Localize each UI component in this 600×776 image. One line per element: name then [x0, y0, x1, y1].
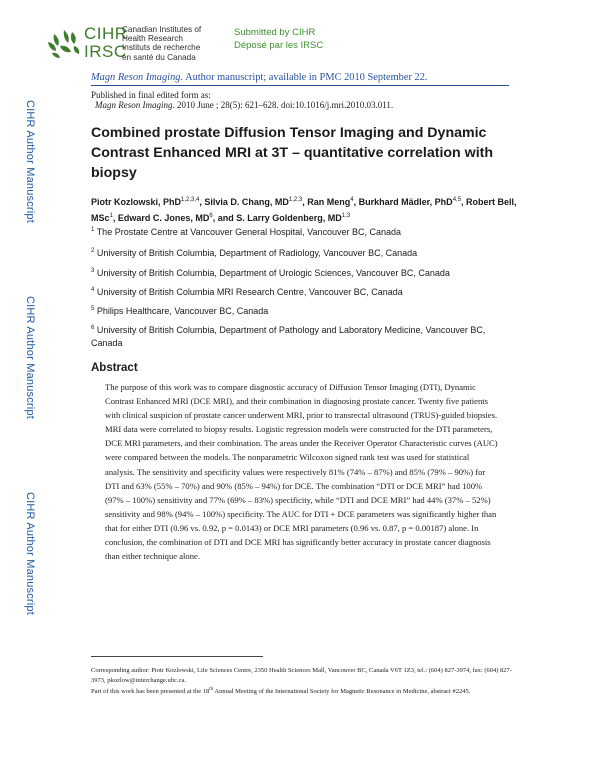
affiliation-text: Philips Healthcare, Vancouver BC, Canada — [96, 306, 269, 316]
author — [359, 197, 466, 207]
affiliation-text: University of British Columbia, Department of Radiology, Vancouver BC, Canada — [96, 248, 418, 258]
affiliation-number: 3 — [91, 268, 95, 274]
presentation-note-pre: Part of this work has been presented at the 18 — [91, 688, 210, 696]
citation — [95, 100, 393, 110]
author-name: Burkhard Mädler, PhD — [358, 197, 453, 207]
affiliation — [91, 322, 511, 350]
author-name: Silvia D. Chang, MD — [204, 197, 289, 207]
manuscript-status-text: . Author manuscript; available in PMC 2010 September 22. — [180, 72, 428, 83]
author-name: Robert Bell, MSc — [91, 197, 517, 223]
submitted-en: Submitted by CIHR — [234, 27, 316, 38]
logo-en-line-2: Health Research — [122, 34, 183, 44]
affiliation-number: 5 — [91, 306, 95, 312]
header-divider — [91, 85, 509, 86]
affiliation-number: 4 — [91, 287, 95, 293]
citation-details: . 2010 June ; 28(5): 621–628. doi:10.1016/j.mri.2010.03.011. — [172, 100, 394, 110]
affiliation — [91, 303, 511, 318]
submitted-by — [234, 27, 323, 52]
affiliation-text: University of British Columbia MRI Research Centre, Vancouver BC, Canada — [96, 287, 403, 297]
author-list — [91, 194, 521, 225]
submitted-fr: Déposé par les IRSC — [234, 39, 324, 51]
author-separator: , — [112, 212, 118, 223]
author-separator: , — [302, 197, 308, 207]
author-affiliation-ref: 4,5 — [452, 197, 462, 203]
footnote-divider — [91, 656, 263, 657]
journal-name-link[interactable]: Magn Reson Imaging — [91, 72, 181, 83]
affiliation-text: University of British Columbia, Department of Pathology and Laboratory Medicine, Vancouver BC, Canada — [91, 325, 486, 348]
logo-acronym-fr: IRSC — [84, 42, 127, 61]
author-separator: , and — [212, 212, 237, 223]
side-label-author-manuscript: CIHR Author Manuscript — [24, 296, 36, 419]
presentation-note-ordinal: th — [209, 687, 214, 692]
affiliation — [91, 284, 511, 299]
logo-en-line-1: Canadian Institutes of — [122, 25, 202, 34]
author — [307, 197, 358, 207]
presentation-note — [91, 685, 516, 697]
logo-fr-line-1: Instituts de recherche — [122, 43, 201, 53]
author-name: Ran Meng — [307, 197, 351, 207]
author-name: S. Larry Goldenberg, MD — [236, 212, 342, 223]
side-label-author-manuscript: CIHR Author Manuscript — [24, 492, 36, 615]
corresponding-author-note: Corresponding author: Piotr Kozlowski, Life Sciences Centre, 2350 Health Sciences Mall, Vancouver BC, Canada V6T 1Z3, tel.: (604) 827-3974, fax: (604) 827-3973, pkozlow@interchange.ubc.ca. — [91, 667, 512, 684]
abstract-heading: Abstract — [91, 362, 138, 374]
logo-acronym-en: CIHR — [84, 24, 128, 43]
author-name: Edward C. Jones, MD — [117, 212, 210, 223]
logo-institute-names — [122, 25, 201, 62]
citation-journal: Magn Reson Imaging — [95, 100, 173, 110]
cihr-leaf-logo-icon — [44, 26, 82, 60]
author-separator: , — [353, 197, 359, 207]
affiliation-number: 2 — [91, 248, 95, 254]
author — [118, 213, 236, 223]
abstract-body: The purpose of this work was to compare diagnostic accuracy of Diffusion Tensor Imaging (DTI), Dynamic Contrast Enhanced MRI (DCE MRI), and their combination in diagnosing prostate cancer. Twenty five patients with clinical suspicion of prostate cancer underwent MRI, prior to transrectal ultrasound (TRUS)-guided biopsies. MRI data were correlated to biopsy results. Logistic regression models were constructed for the DTI parameters, DCE MRI parameters, and their combination. The areas under the Receiver Operator Characteristic curves (AUC) were compared between the models. The nonparametric Wilcoxon signed rank test was used for statistical analysis. The sensitivity and specificity values were respectively 81% (74% – 87%) and 85% (79% – 90%) for DTI and 63% (55% – 70%) and 90% (85% – 94%) for DCE. The combination “DTI or DCE MRI” had 100% (97% – 100%) sensitivity and 77% (69% – 83%) specificity, while “DTI and DCE MRI” had 44% (37% – 52%) sensitivity and 98% (94% – 100%) specificity. The AUC for DTI + DCE parameters was significantly higher than that for either DTI (0.96 vs. 0.92, p = 0.0143) or DCE MRI parameters (0.96 vs. 0.87, p = 0.00187) alone. In conclusion, the combination of DTI and DCE MRI has significantly better accuracy in prostate cancer diagnosis than either technique alone. — [105, 382, 498, 562]
published-label: Published in final edited form as: — [91, 90, 211, 100]
author-affiliation-ref: 4 — [350, 197, 354, 203]
affiliation — [91, 265, 511, 280]
paper-title: Combined prostate Diffusion Tensor Imaging and Dynamic Contrast Enhanced MRI at 3T – quantitative correlation with biopsy — [91, 125, 494, 181]
author-name: Piotr Kozlowski, PhD — [91, 197, 182, 207]
author-separator: , — [461, 197, 467, 207]
author-affiliation-ref: 1 — [109, 212, 113, 219]
author — [204, 197, 307, 207]
author-affiliation-ref: 1,2,3 — [288, 197, 303, 203]
author — [91, 197, 204, 207]
affiliation — [91, 224, 511, 239]
affiliation-text: The Prostate Centre at Vancouver General Hospital, Vancouver BC, Canada — [96, 227, 402, 237]
side-label-author-manuscript: CIHR Author Manuscript — [24, 100, 36, 223]
affiliation-number: 6 — [91, 325, 95, 331]
author-affiliation-ref: 6 — [209, 212, 213, 219]
author-affiliation-ref: 1,3 — [341, 212, 351, 219]
presentation-note-post: Annual Meeting of the International Society for Magnetic Resonance in Medicine, abstract #2245. — [213, 688, 471, 696]
author-separator: , — [199, 197, 205, 207]
affiliation-number: 1 — [91, 227, 95, 233]
author — [236, 213, 350, 223]
logo-fr-line-2: en santé du Canada — [122, 52, 196, 62]
affiliation — [91, 245, 511, 260]
author-affiliation-ref: 1,2,3,4 — [181, 197, 200, 203]
affiliation-text: University of British Columbia, Department of Urologic Sciences, Vancouver BC, Canada — [96, 268, 450, 278]
manuscript-status — [91, 72, 428, 83]
